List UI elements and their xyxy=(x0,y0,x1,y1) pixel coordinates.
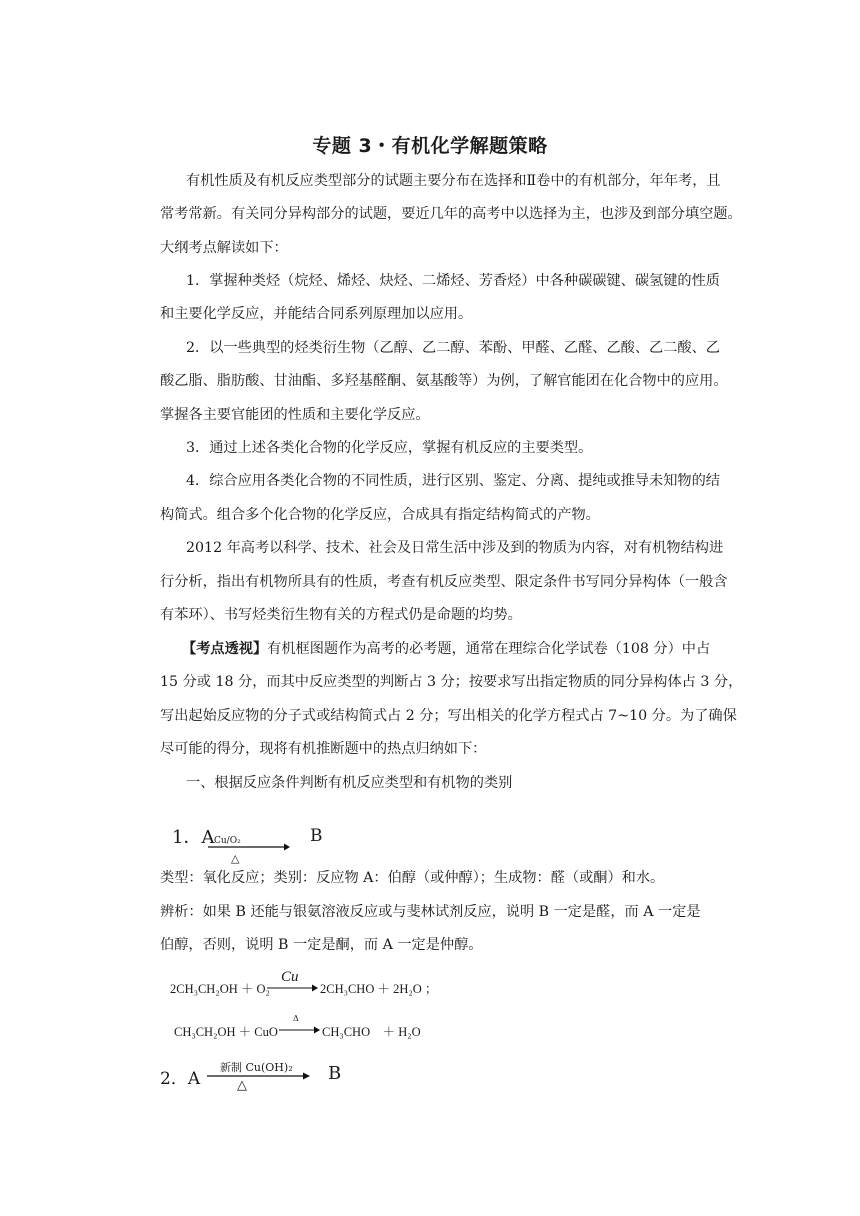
section-1-heading: 一、根据反应条件判断有机反应类型和有机物的类别 xyxy=(186,775,513,791)
reaction-1-analysis-line-1: 辨析：如果 B 还能与银氨溶液反应或与斐林试剂反应，说明 B 一定是醛，而 A 一定是 xyxy=(160,904,701,920)
trend-line-2: 行分析，指出有机物所具有的性质，考查有机反应类型、限定条件书写同分异构体（一般含 xyxy=(160,574,728,590)
item-2-line-2: 酸乙脂、脂肪酸、甘油酯、多羟基醛酮、氨基酸等）为例，了解官能团在化合物中的应用。 xyxy=(160,373,728,389)
intro-line-1: 有机性质及有机反应类型部分的试题主要分布在选择和Ⅱ卷中的有机部分，年年考，且 xyxy=(186,173,721,189)
item-3-line-1: 3．通过上述各类化合物的化学反应，掌握有机反应的主要类型。 xyxy=(186,440,593,456)
reaction-2-product: B xyxy=(328,1063,342,1084)
reaction-2-condition-below: △ xyxy=(237,1078,247,1093)
equation-2-left: CH₃CH₂OH ＋ CuO xyxy=(174,1025,278,1039)
item-4-line-2: 构简式。组合多个化合物的化学反应，合成具有指定结构简式的产物。 xyxy=(160,507,600,523)
equation-1-arrow xyxy=(266,983,318,993)
intro-line-2: 常考常新。有关同分异构部分的试题，要近几年的高考中以选择为主，也涉及到部分填空题。 xyxy=(160,206,742,222)
reaction-2-reactant: 2．A xyxy=(160,1069,201,1089)
equation-2-condition: Δ xyxy=(293,1014,299,1023)
focus-line-1 xyxy=(182,638,710,658)
equation-1-condition: Cu xyxy=(281,969,299,985)
intro-line-3: 大纲考点解读如下： xyxy=(160,240,288,256)
focus-line-3: 写出起始反应物的分子式或结构简式占 2 分；写出相关的化学方程式占 7~10 分。为了确保 xyxy=(160,708,737,724)
reaction-1-reactant: 1．A xyxy=(172,827,215,848)
trend-line-3: 有苯环）、书写烃类衍生物有关的方程式仍是命题的均势。 xyxy=(160,607,522,623)
focus-line-1-text: 有机框图题作为高考的必考题，通常在理综合化学试卷（108 分）中占 xyxy=(267,641,711,657)
reaction-2-arrow xyxy=(206,1071,310,1081)
item-2-line-3: 掌握各主要官能团的性质和主要化学反应。 xyxy=(160,407,430,423)
reaction-1-condition-below: △ xyxy=(231,852,240,865)
reaction-1-product: B xyxy=(310,826,323,846)
equation-2-right: CH₃CHO ＋ H₂O xyxy=(322,1025,421,1039)
equation-1-right: 2CH₃CHO ＋ 2H₂O ； xyxy=(320,982,438,996)
reaction-1-type: 类型：氧化反应；类别：反应物 A：伯醇（或仲醇）；生成物：醛（或酮）和水。 xyxy=(160,870,665,886)
reaction-2-condition-above: 新制 Cu(OH)₂ xyxy=(220,1061,293,1074)
equation-1-left: 2CH₃CH₂OH ＋ O₂ xyxy=(170,982,270,996)
equation-2-arrow xyxy=(278,1025,320,1035)
reaction-1-condition-above: Cu/O₂ xyxy=(214,836,241,846)
item-1-line-2: 和主要化学反应，并能结合同系列原理加以应用。 xyxy=(160,306,473,322)
trend-line-1: 2012 年高考以科学、技术、社会及日常生活中涉及到的物质为内容，对有机物结构进 xyxy=(186,540,724,556)
focus-line-2: 15 分或 18 分，而其中反应类型的判断占 3 分；按要求写出指定物质的同分异构体占 3 分， xyxy=(160,674,743,690)
reaction-1-arrow xyxy=(206,842,290,852)
item-1-line-1: 1．掌握种类烃（烷烃、烯烃、炔烃、二烯烃、芳香烃）中各种碳碳键、碳氢键的性质 xyxy=(186,273,720,289)
focus-line-4: 尽可能的得分，现将有机推断题中的热点归纳如下： xyxy=(160,741,487,757)
item-4-line-1: 4．综合应用各类化合物的不同性质，进行区别、鉴定、分离、提纯或推导未知物的结 xyxy=(186,473,720,489)
focus-tag: 【考点透视】 xyxy=(182,641,268,657)
page-title: 专题 3・有机化学解题策略 xyxy=(312,135,548,157)
item-2-line-1: 2．以一些典型的烃类衍生物（乙醇、乙二醇、苯酚、甲醛、乙醛、乙酸、乙二酸、乙 xyxy=(186,340,720,356)
reaction-1-analysis-line-2: 伯醇，否则，说明 B 一定是酮，而 A 一定是仲醇。 xyxy=(160,937,483,953)
